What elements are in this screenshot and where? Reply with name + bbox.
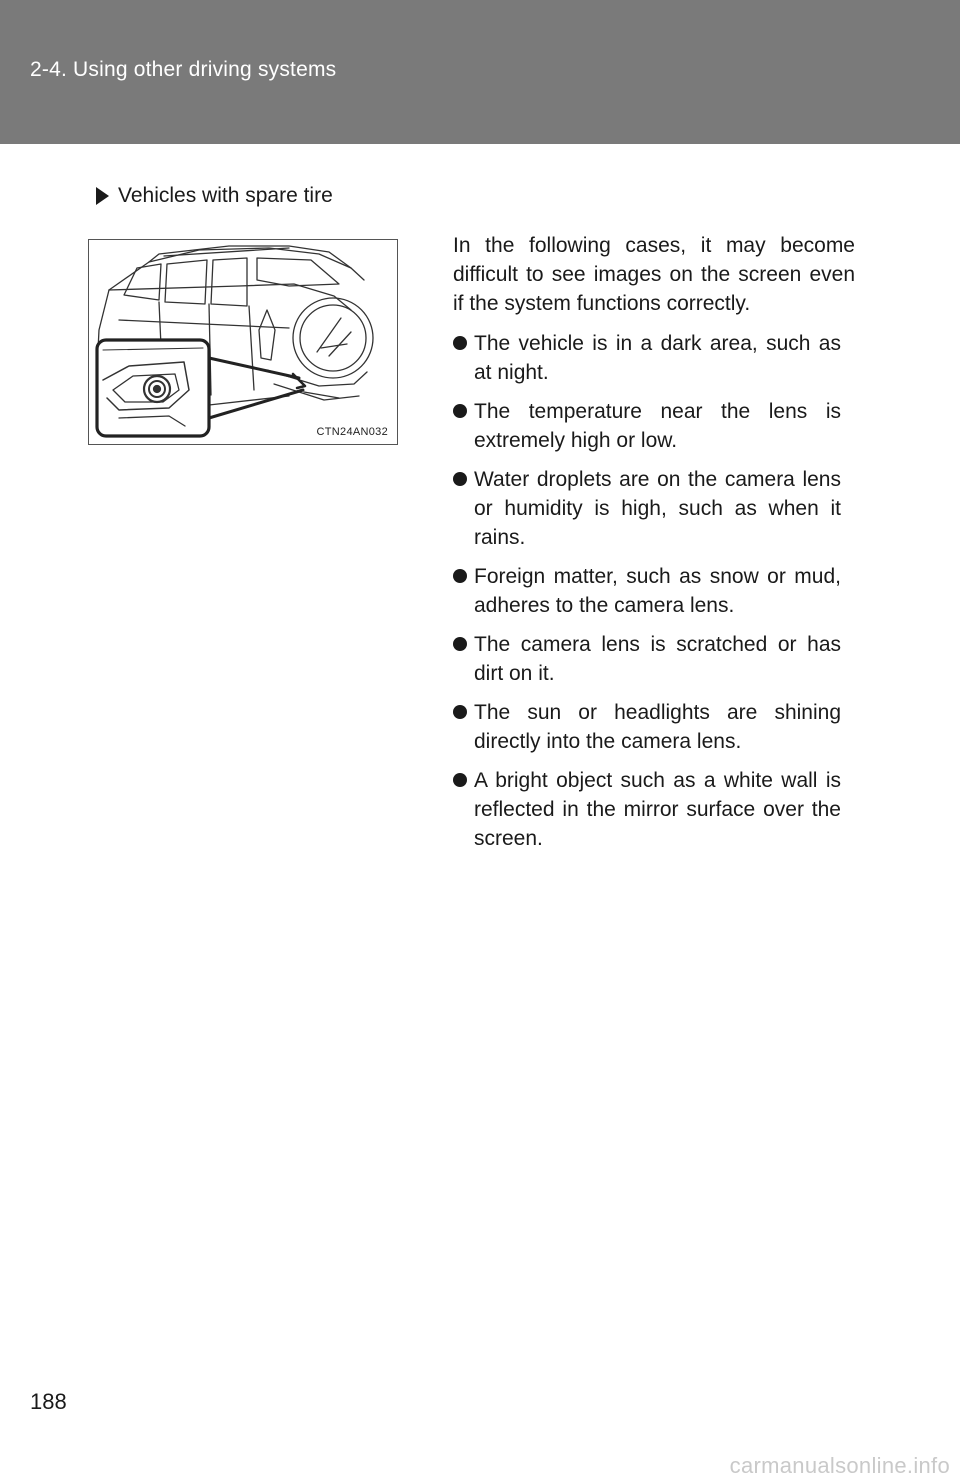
list-item-text: Foreign matter, such as snow or mud, adheres to the camera lens.: [474, 565, 841, 617]
conditions-list: [453, 329, 855, 853]
conditions-text-column: [453, 231, 855, 863]
list-item-text: The sun or headlights are shining directly into the camera lens.: [474, 701, 841, 753]
bullet-dot-icon: [453, 705, 467, 719]
list-item-text: The vehicle is in a dark area, such as at night.: [474, 332, 841, 384]
bullet-dot-icon: [453, 569, 467, 583]
list-item: [453, 329, 841, 387]
list-item-text: The camera lens is scratched or has dirt on it.: [474, 633, 841, 685]
header-bar: [0, 0, 960, 144]
subsection-heading: [96, 184, 333, 208]
list-item: [453, 698, 841, 756]
bullet-dot-icon: [453, 637, 467, 651]
list-item: [453, 630, 841, 688]
section-title: 2-4. Using other driving systems: [30, 58, 337, 81]
subsection-label: Vehicles with spare tire: [118, 184, 333, 207]
bullet-dot-icon: [453, 773, 467, 787]
bullet-dot-icon: [453, 336, 467, 350]
list-item-text: The temperature near the lens is extremely high or low.: [474, 400, 841, 452]
vehicle-rear-camera-drawing: [89, 240, 398, 445]
image-code: CTN24AN032: [316, 426, 388, 438]
list-item: [453, 465, 841, 552]
list-item: [453, 562, 841, 620]
list-item-text: Water droplets are on the camera lens or humidity is high, such as when it rains.: [474, 468, 841, 549]
intro-paragraph: In the following cases, it may become difficult to see images on the screen even if the system functions correctly.: [453, 234, 855, 315]
rear-camera-illustration: [88, 239, 398, 445]
list-item: [453, 766, 841, 853]
page-number: 188: [30, 1389, 67, 1414]
list-item-text: A bright object such as a white wall is reflected in the mirror surface over the screen.: [474, 769, 841, 850]
triangle-marker-icon: [96, 187, 109, 205]
list-item: [453, 397, 841, 455]
bullet-dot-icon: [453, 404, 467, 418]
watermark: carmanualsonline.info: [729, 1453, 950, 1478]
bullet-dot-icon: [453, 472, 467, 486]
